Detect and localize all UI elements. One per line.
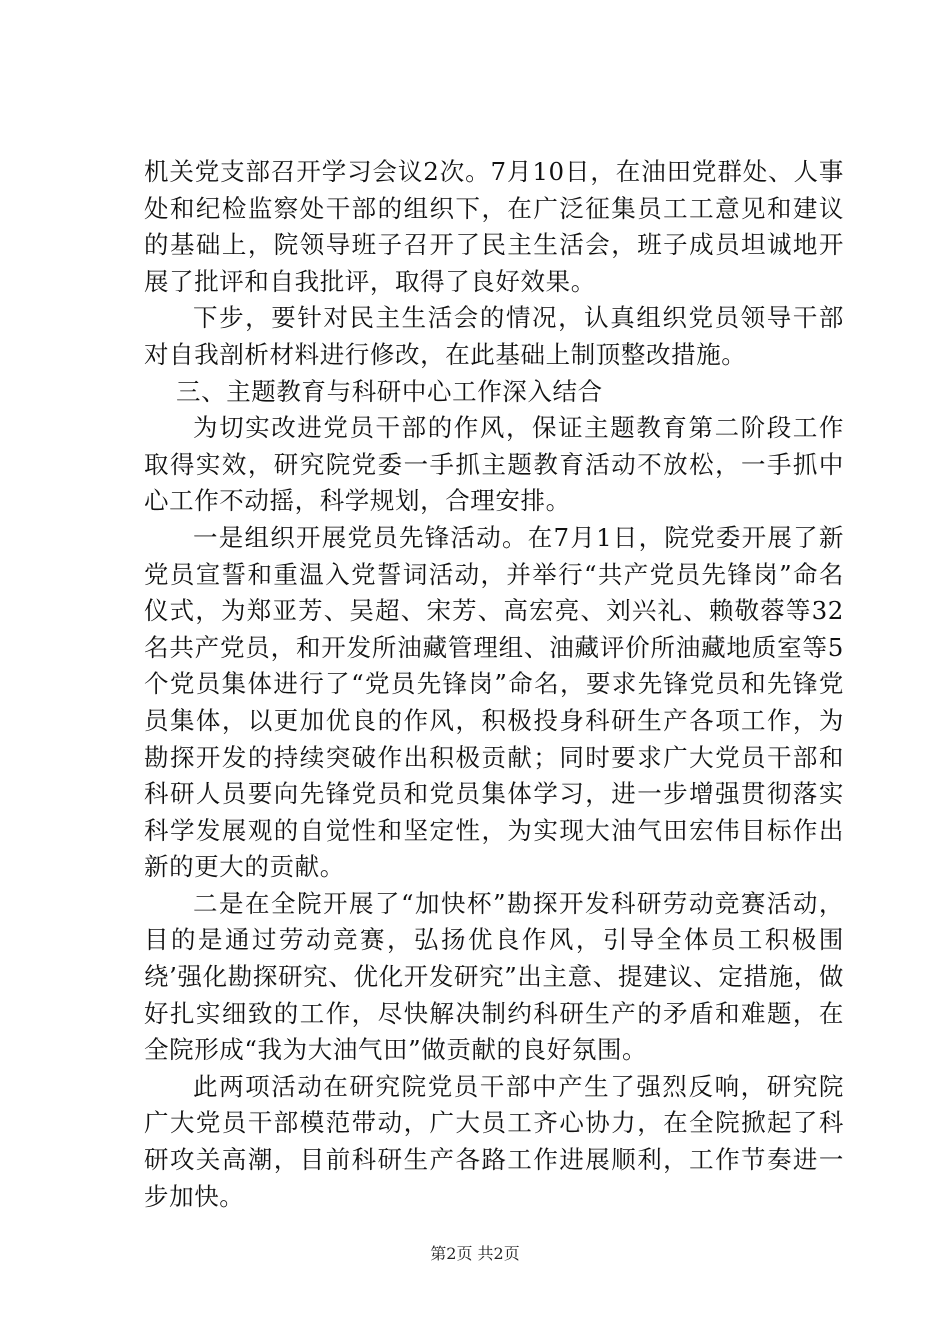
paragraph-summary: 此两项活动在研究院党员干部中产生了强烈反响，研究院广大党员干部模范带动，广大员工齐心协力，在全院掀起了科研攻关高潮，目前科研生产各路工作进展顺利，工作节奏进一步加快。 — [144, 1071, 844, 1211]
section-heading: 三、主题教育与科研中心工作深入结合 — [176, 376, 603, 406]
paragraph-pioneer-activity: 一是组织开展党员先锋活动。在7月1日，院党委开展了新党员宣誓和重温入党誓词活动，并举行“共产党员先锋岗”命名仪式，为郑亚芳、吴超、宋芳、高宏亮、刘兴礼、赖敬蓉等32名共产党员，和开发所油藏管理组、油藏评价所油藏地质室等5个党员集体进行了“党员先锋岗”命名，要求先锋党员和先锋党员集体，以更加优良的作风，积极投身科研生产各项工作，为勘探开发的持续突破作出积极贡献；同时要求广大党员干部和科研人员要向先锋党员和党员集体学习，进一步增强贯彻落实科学发展观的自觉性和坚定性，为实现大油气田宏伟目标作出新的更大的贡献。 — [144, 522, 844, 882]
paragraph-next-steps: 下步，要针对民主生活会的情况，认真组织党员领导干部对自我剖析材料进行修改，在此基础上制顶整改措施。 — [144, 303, 844, 369]
document-body — [144, 154, 844, 1215]
page-footer: 第2页 共2页 — [430, 1244, 520, 1263]
paragraph-continuation: 机关党支部召开学习会议2次。7月10日，在油田党群处、人事处和纪检监察处干部的组织下，在广泛征集员工工意见和建议的基础上，院领导班子召开了民主生活会，班子成员坦诚地开展了批评和自我批评，取得了良好效果。 — [144, 157, 844, 296]
paragraph-labor-competition: 二是在全院开展了“加快杯”勘探开发科研劳动竞赛活动，目的是通过劳动竞赛，弘扬优良作风，引导全体员工积极围绕’强化勘探研究、优化开发研究”出主意、提建议、定措施，做好扎实细致的工作，尽快解决制约科研生产的矛盾和难题，在全院形成“我为大油气田”做贡献的良好氛围。 — [144, 888, 844, 1065]
paragraph-intro: 为切实改进党员干部的作风，保证主题教育第二阶段工作取得实效，研究院党委一手抓主题教育活动不放松，一手抓中心工作不动摇，科学规划，合理安排。 — [144, 413, 844, 516]
